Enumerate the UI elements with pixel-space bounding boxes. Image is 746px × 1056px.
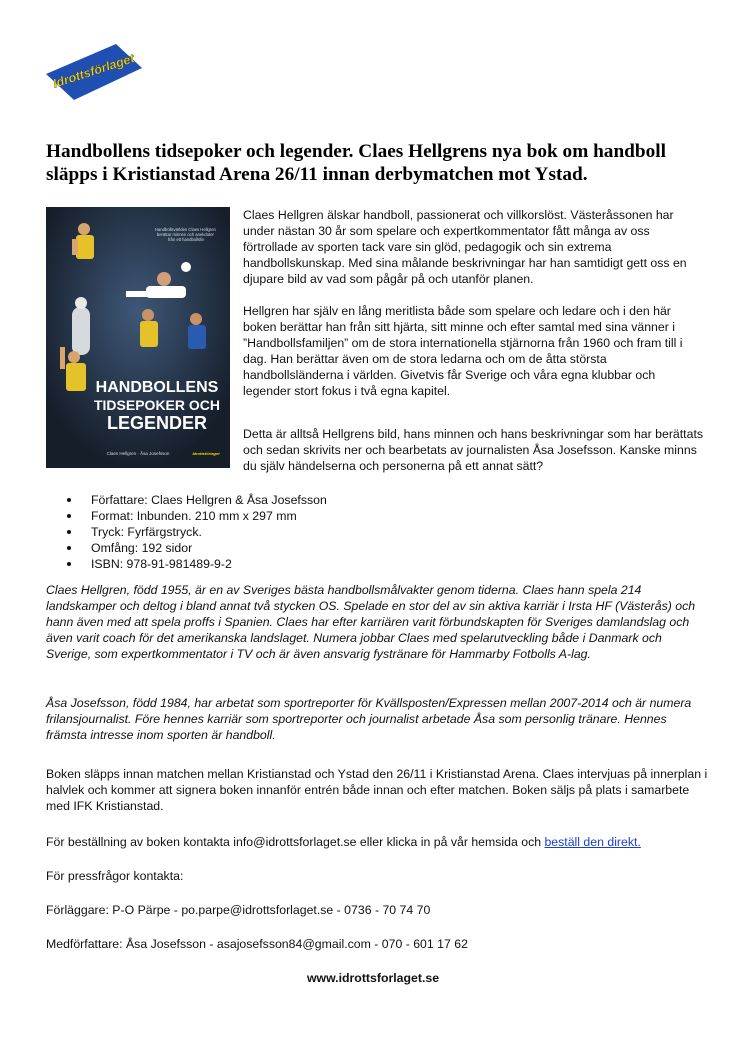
fact-format: Format: Inbunden. 210 mm x 297 mm [46, 508, 327, 524]
logo-text: Idrottsförlaget [51, 51, 137, 91]
coauthor-contact: Medförfattare: Åsa Josefsson - asajosefsson84@gmail.com - 070 - 601 17 62 [46, 937, 468, 951]
intro-paragraph-3: Detta är alltså Hellgrens bild, hans minnen och hans beskrivningar som har berättats och sedan skrivits ner och bearbetats av journalisten Åsa Josefsson. Kanske minns du själv händelserna och personerna på ett annat sätt? [243, 427, 704, 474]
order-paragraph [46, 834, 710, 850]
intro-paragraph-2: Hellgren har själv en lång meritlista både som spelare och ledare och i den här boken berättar han från sitt hjärta, sitt minne och efter samtal med sina vänner i ”Handbollsfamiljen” om de stora internationella stjärnorna från 1960 och fram till i dag. Han berättar även om de stora ledarna och om de åtta största handbollsländerna i världen. Givetvis får Sverige och våra egna klubbar och legender stort fokus i två egna kapitel. [243, 304, 683, 399]
cover-title-line3: LEGENDER [106, 413, 208, 433]
order-text: För beställning av boken kontakta info@idrottsforlaget.se eller klicka in på vår hemsida och [46, 835, 545, 849]
intro-paragraph-1: Claes Hellgren älskar handboll, passionerat och villkorslöst. Västeråssonen har under nästan 30 år som spelare och expertkommentator fått många av oss förtrollade av sporten tack vare sin glöd, pedagogik och sin extrema handbollskunskap. Med sina målande beskrivningar har han samtidigt gett oss en djupare bild av vad som pågår på och utanför planen. [243, 208, 687, 287]
fact-author: Författare: Claes Hellgren & Åsa Josefsson [46, 492, 327, 508]
press-contact-heading: För pressfrågor kontakta: [46, 869, 184, 883]
cover-title-line1: HANDBOLLENS [95, 379, 219, 396]
cover-authors: Claes Hellgren · Åsa Josefsson [106, 451, 170, 456]
book-cover-image [46, 207, 230, 468]
cover-title-line2: TIDSEPOKER OCH [93, 397, 221, 413]
website-footer[interactable]: www.idrottsforlaget.se [306, 971, 440, 985]
cover-blurb: Handbollsvärlden Claes Hellgren berättar minnen och anekdoter från ett handbollsliv [154, 227, 216, 242]
bio-asa-josefsson: Åsa Josefsson, född 1984, har arbetat som sportreporter för Kvällsposten/Expressen mellan 2007-2014 och är numera frilansjournalist. Före hennes karriär som sportreporter och journalist arbetade Åsa som personlig tränare. Hennes främsta intresse inom sporten är handboll. [46, 696, 692, 743]
headline: Handbollens tidsepoker och legender. Claes Hellgrens nya bok om handboll släpps i Kristianstad Arena 26/11 innan derbymatchen mot Ystad. [46, 141, 666, 185]
book-facts-list [46, 492, 327, 572]
fact-isbn: ISBN: 978-91-981489-9-2 [46, 556, 327, 572]
idrottsforlaget-logo[interactable] [44, 42, 144, 102]
cover-publisher: Idrottsförlaget [192, 451, 220, 456]
release-paragraph: Boken släpps innan matchen mellan Kristianstad och Ystad den 26/11 i Kristianstad Arena. Claes intervjuas på innerplan i halvlek och kommer att signera boken innanför entrén både innan och efter matchen. Boken säljs på plats i samarbete med IFK Kristianstad. [46, 767, 708, 814]
order-link[interactable]: beställ den direkt. [544, 835, 641, 849]
fact-print: Tryck: Fyrfärgstryck. [46, 524, 327, 540]
fact-pages: Omfång: 192 sidor [46, 540, 327, 556]
bio-claes-hellgren: Claes Hellgren, född 1955, är en av Sveriges bästa handbollsmålvakter genom tiderna. Claes hann spela 214 landskamper och deltog i bland annat två stycken OS. Spelade en stor del av sin aktiva karriär i Irsta HF (Västerås) och hann även med att spela proffs i Spanien. Claes har efter karriären varit förbundskapten för Sveriges damlandslag och även varit coach för det amerikanska landslaget. Numera jobbar Claes med spelarutveckling både i Danmark och Sverige, som expertkommentator i TV och är även ansvarig fystränare för Hammarby Fotbolls A-lag. [46, 583, 696, 662]
publisher-contact: Förläggare: P-O Pärpe - po.parpe@idrottsforlaget.se - 0736 - 70 74 70 [46, 903, 431, 917]
